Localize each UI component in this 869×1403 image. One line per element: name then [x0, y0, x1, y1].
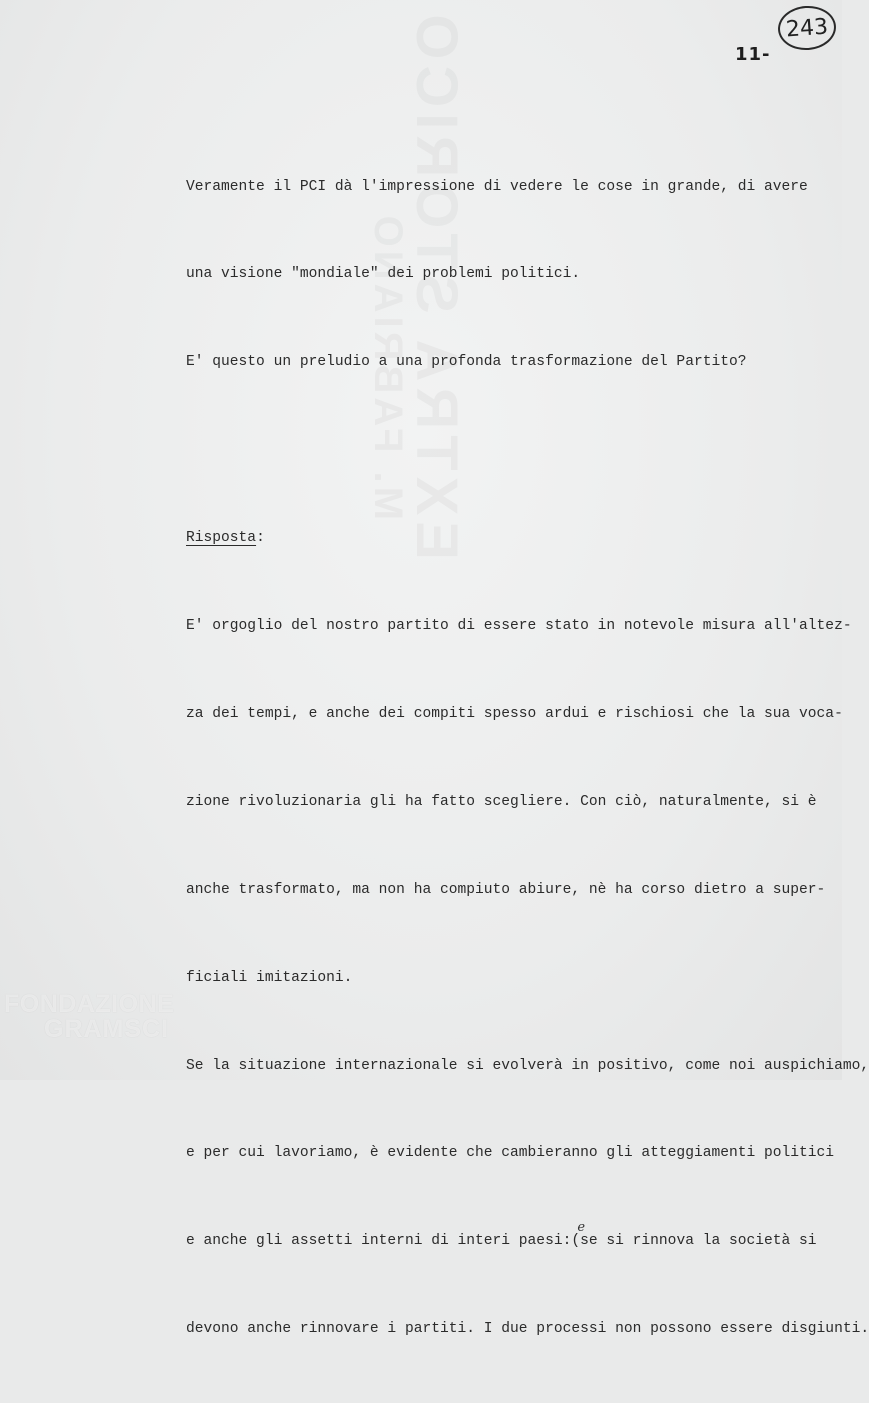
- circled-page-number-text: 243: [785, 14, 829, 42]
- answer-line: zione rivoluzionaria gli ha fatto scegliere. Con ciò, naturalmente, si è: [186, 793, 817, 810]
- answer-line: za dei tempi, e anche dei compiti spesso ardui e rischiosi che la sua voca-: [186, 705, 843, 722]
- watermark-line-1: FONDAZIONE: [4, 990, 175, 1018]
- correction-insert: e: [577, 1220, 586, 1236]
- archive-watermark-logo: [4, 992, 174, 1042]
- answer-line: E' orgoglio del nostro partito di essere stato in notevole misura all'altez-: [186, 618, 852, 635]
- correction-before: e anche gli assetti interni di interi paesi:: [186, 1233, 572, 1250]
- answer-line-with-correction: [186, 1220, 836, 1256]
- spacer: [186, 436, 836, 465]
- document-body: [186, 114, 869, 1403]
- question-line: Veramente il PCI dà l'impressione di vedere le cose in grande, di avere: [186, 178, 808, 195]
- correction-after: se si rinnova la società si: [580, 1233, 817, 1250]
- answer-label: Risposta: [186, 530, 257, 547]
- answer-line: devono anche rinnovare i partiti. I due processi non possono essere disgiunti.: [186, 1321, 869, 1338]
- ghost-watermark-2: M. FABRIANO: [366, 211, 410, 520]
- answer-line: anche trasformato, ma non ha compiuto abiure, nè ha corso dietro a super-: [186, 881, 826, 898]
- answer-line: Se la situazione internazionale si evolverà in positivo, come noi auspichiamo,: [186, 1057, 869, 1074]
- correction-mark: (: [571, 1233, 581, 1250]
- circled-page-number: [777, 4, 838, 52]
- answer-label-colon: :: [256, 530, 265, 547]
- watermark-line-2: GRAMSCI: [44, 1015, 170, 1043]
- handwritten-correction: [571, 1220, 586, 1256]
- handwritten-page-number: 11-: [735, 44, 771, 65]
- answer-line: ficiali imitazioni.: [186, 969, 353, 986]
- question-line: E' questo un preludio a una profonda trasformazione del Partito?: [186, 354, 747, 371]
- answer-line: e per cui lavoriamo, è evidente che cambieranno gli atteggiamenti politici: [186, 1145, 835, 1162]
- answer-heading: [186, 524, 836, 553]
- ghost-watermark: EXTRA STORICO: [404, 8, 469, 560]
- question-line: una visione "mondiale" dei problemi politici.: [186, 266, 581, 283]
